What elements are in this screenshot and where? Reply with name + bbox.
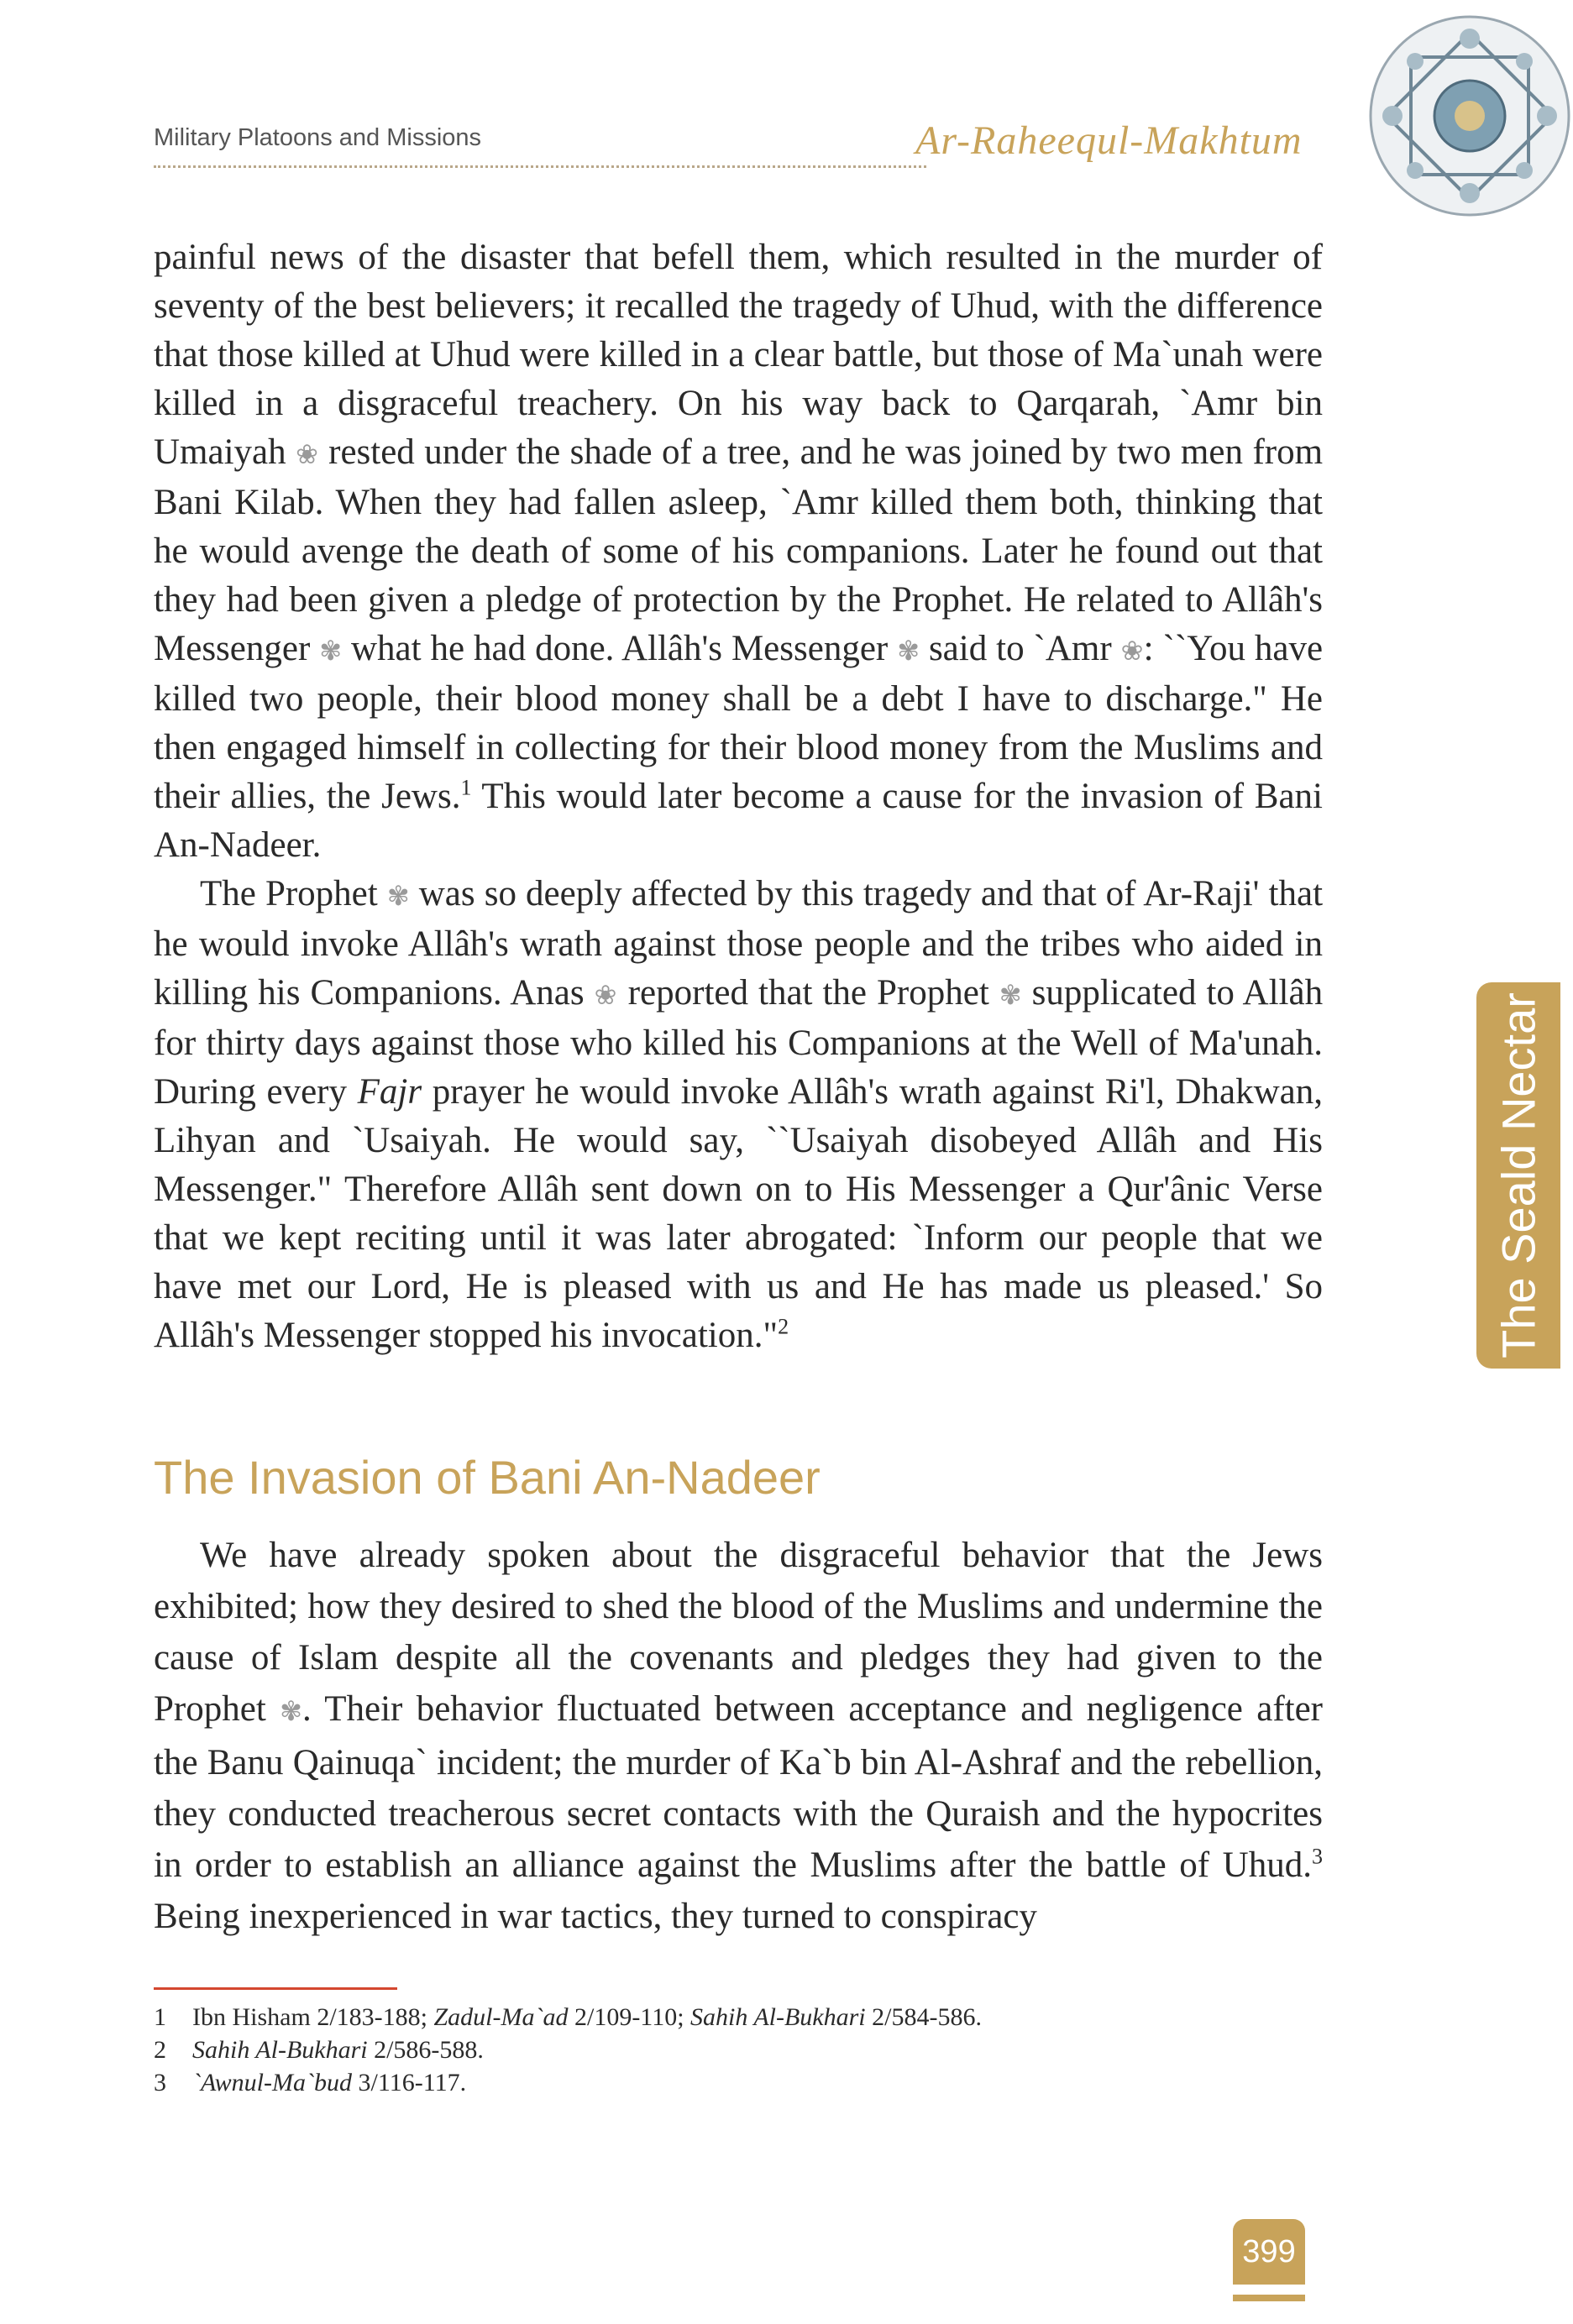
text-span: said to `Amr (928, 629, 1112, 668)
text-span: prayer he would invoke Allâh's wrath against Ri'l, Dhakwan, Lihyan and `Usaiyah. He would say, ``Usaiyah disobeyed Allâh and His Messenger." Therefore Allâh sent down on to His Messenger a Qur'ânic Verse that we kept reciting until it was later abrogated: `Inform our people that we have met our Lord, He is pleased with us and He has made us pleased.' So Allâh's Messenger stopped his invocation." (154, 1072, 1324, 1355)
paragraph-1 (154, 233, 1323, 870)
text-span: The Prophet (200, 874, 378, 913)
running-header-book-title: Ar-Raheequl-Makhtum (915, 118, 1303, 163)
paragraph-2 (154, 870, 1323, 1360)
arabesque-ornament-icon (1361, 7, 1573, 225)
italic-term: `Awnul-Ma`bud (192, 2069, 352, 2096)
italic-term: Sahih Al-Bukhari (192, 2036, 368, 2064)
footnote-ref[interactable]: 1 (460, 775, 472, 800)
text-span: painful news of the disaster that befell them, which resulted in the murder of seventy of the best believers; it recalled the tragedy of Uhud, with the difference that those killed at Uhud were killed in a clear battle, but those of Ma`unah were killed in a disgraceful treachery. On his way back to Qarqarah, `Amr bin Umaiyah (154, 238, 1323, 472)
footnote-number: 1 (154, 2003, 166, 2031)
section-heading: The Invasion of Bani An-Nadeer (154, 1451, 821, 1504)
honorific-icon: ❀ (1120, 636, 1144, 666)
paragraph-3 (154, 1530, 1323, 1942)
body-text-top (154, 233, 1323, 1360)
text-span: : ``You have killed two people, their blood money shall be a debt I have to discharge." He then engaged himself in collecting for their blood money from the Muslims and their allies, the Jews. (154, 629, 1324, 816)
footnotes (154, 2001, 1329, 2099)
text-span: 3/116-117. (351, 2069, 467, 2096)
body-text-bottom (154, 1530, 1323, 1942)
running-header-section: Military Platoons and Missions (154, 124, 482, 151)
footnote-item (154, 2034, 1329, 2066)
text-span: was so deeply affected by this tragedy and that of Ar-Raji' that he would invoke Allâh's wrath against those people and the tribes who aided in killing his Companions. Anas (154, 874, 1324, 1013)
text-span: Ibn Hisham 2/183-188; (192, 2003, 434, 2031)
honorific-icon: ✾ (319, 636, 343, 666)
text-span: reported that the Prophet (627, 973, 989, 1013)
text-span: . Their behavior fluctuated between acceptance and negligence after the Banu Qainuqa` incident; the murder of Ka`b bin Al-Ashraf and the rebellion, they conducted treacherous secret contacts with the Quraish and the hypocrites in order to establish an alliance against the Muslims after the battle of Uhud. (154, 1689, 1323, 1885)
honorific-icon: ✾ (999, 980, 1022, 1010)
page-number-underline (1233, 2295, 1305, 2301)
text-span: supplicated to Allâh for thirty days against those who killed his Companions at the Well of Ma'unah. During every (154, 973, 1324, 1112)
honorific-icon: ❀ (296, 439, 319, 469)
text-span: rested under the shade of a tree, and he was joined by two men from Bani Kilab. When they had fallen asleep, `Amr killed them both, thinking that he would avenge the death of some of his companions. Later he found out that they had been given a pledge of protection by the Prophet. He related to Allâh's Messenger (154, 432, 1324, 668)
footnote-item (154, 2001, 1329, 2034)
italic-term: Fajr (357, 1072, 422, 1112)
side-tab (1476, 982, 1560, 1369)
text-span: This would later become a cause for the invasion of Bani An-Nadeer. (154, 777, 1324, 865)
honorific-icon: ✾ (280, 1696, 302, 1726)
honorific-icon: ✾ (897, 636, 920, 666)
italic-term: Sahih Al-Bukhari (690, 2003, 866, 2031)
honorific-icon: ❀ (594, 980, 618, 1010)
footnote-number: 3 (154, 2069, 166, 2096)
text-span: We have already spoken about the disgraceful behavior that the Jews exhibited; how they desired to shed the blood of the Muslims and undermine the cause of Islam despite all the covenants and pledges they had given to the Prophet (154, 1536, 1323, 1729)
footnote-item (154, 2066, 1329, 2099)
italic-term: Zadul-Ma`ad (433, 2003, 569, 2031)
page-number-badge (1233, 2219, 1305, 2285)
text-span: 2/109-110; (568, 2003, 691, 2031)
honorific-icon: ✾ (386, 881, 410, 911)
text-span: 2/586-588. (367, 2036, 484, 2064)
footnote-ref[interactable]: 2 (778, 1314, 789, 1339)
header-divider (154, 165, 926, 168)
text-span: what he had done. Allâh's Messenger (351, 629, 889, 668)
footnote-number: 2 (154, 2036, 166, 2064)
text-span: Being inexperienced in war tactics, they turned to conspiracy (154, 1897, 1037, 1936)
side-tab-label: The Seald Nectar (1492, 992, 1545, 1358)
footnote-divider (154, 1987, 397, 1990)
text-span: 2/584-586. (865, 2003, 982, 2031)
page-number: 399 (1242, 2234, 1296, 2269)
footnote-ref[interactable]: 3 (1312, 1844, 1323, 1869)
